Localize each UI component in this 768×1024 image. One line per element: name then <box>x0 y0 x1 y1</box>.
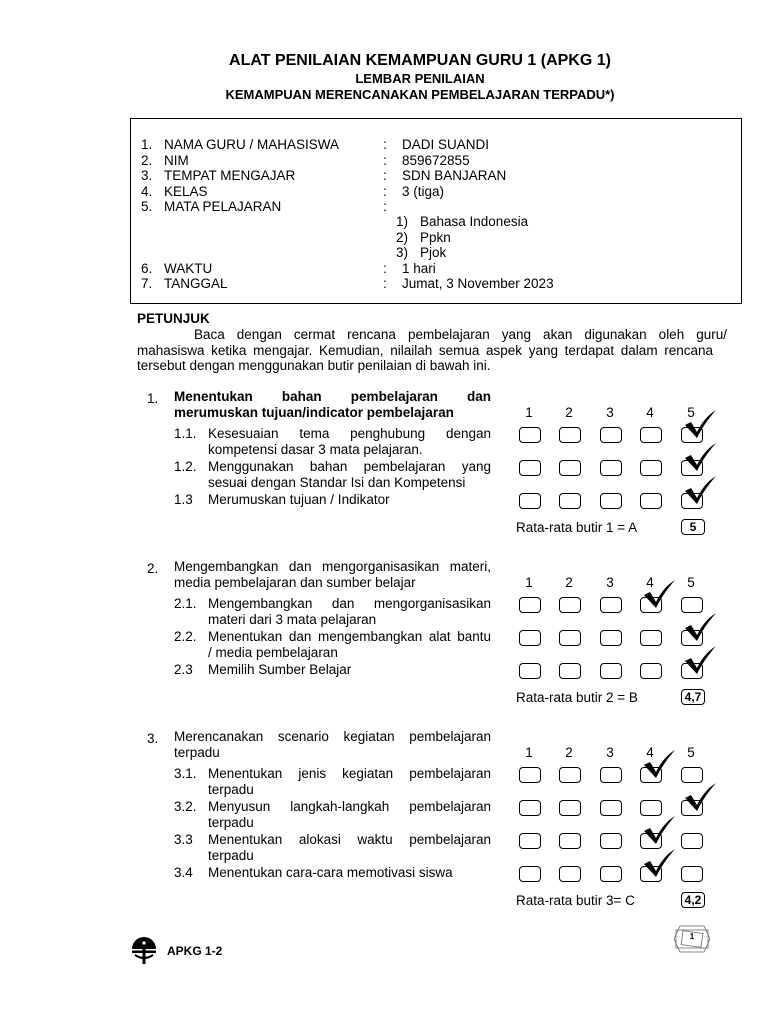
institution-logo-icon <box>130 937 158 965</box>
score-checkbox[interactable] <box>600 800 622 816</box>
instructions-line-3: tersebut dengan menggunakan butir penilaian di bawah ini. <box>137 358 491 373</box>
field-separator: : <box>383 276 387 291</box>
checkmark-icon <box>641 748 677 780</box>
scale-number: 2 <box>565 745 573 760</box>
score-checkbox[interactable] <box>640 427 662 443</box>
scale-number: 1 <box>525 745 533 760</box>
field-number: 5. <box>141 199 153 214</box>
field-separator: : <box>383 184 387 199</box>
section-title: Merencanakan scenario kegiatan pembelajaran <box>174 729 491 744</box>
score-checkbox[interactable] <box>559 493 581 509</box>
average-value: 5 <box>681 519 705 535</box>
field-label: NAMA GURU / MAHASISWA <box>164 137 340 152</box>
score-checkbox[interactable] <box>640 460 662 476</box>
checkmark-icon <box>641 814 677 846</box>
item-number: 2.2. <box>174 629 197 644</box>
item-text: Menentukan alokasi waktu pembelajaran <box>208 832 491 847</box>
field-number: 3. <box>141 168 153 183</box>
scale-number: 3 <box>606 745 614 760</box>
item-number: 2.3 <box>174 662 193 677</box>
item-text: Menggunakan bahan pembelajaran yang <box>208 459 491 474</box>
item-text: Kesesuaian tema penghubung dengan <box>208 426 491 441</box>
item-text: Mengembangkan dan mengorganisasikan <box>208 596 491 611</box>
section-title: Menentukan bahan pembelajaran dan <box>174 389 491 404</box>
field-value: 3 (tiga) <box>402 184 445 199</box>
score-checkbox[interactable] <box>519 493 541 509</box>
field-number: 4. <box>141 184 153 199</box>
scale-number: 4 <box>646 405 654 420</box>
field-number: 6. <box>141 261 153 276</box>
item-text: terpadu <box>208 848 254 863</box>
average-label: Rata-rata butir 2 = B <box>516 690 638 705</box>
field-label: TEMPAT MENGAJAR <box>164 168 296 183</box>
item-text: / media pembelajaran <box>208 645 338 660</box>
subject-number: 2) <box>396 230 409 245</box>
scale-number: 1 <box>525 575 533 590</box>
score-checkbox[interactable] <box>559 663 581 679</box>
scale-number: 5 <box>687 745 695 760</box>
field-separator: : <box>383 261 387 276</box>
field-number: 7. <box>141 276 153 291</box>
field-value: 859672855 <box>402 153 470 168</box>
checkmark-icon <box>682 408 718 440</box>
score-checkbox[interactable] <box>559 833 581 849</box>
score-checkbox[interactable] <box>600 460 622 476</box>
page-subtitle-2: KEMAMPUAN MERENCANAKAN PEMBELAJARAN TERPADU*) <box>225 87 615 102</box>
footer-code: APKG 1-2 <box>167 944 223 958</box>
scale-number: 3 <box>606 575 614 590</box>
field-separator: : <box>383 153 387 168</box>
page-title: ALAT PENILAIAN KEMAMPUAN GURU 1 (APKG 1) <box>229 52 611 69</box>
score-checkbox[interactable] <box>519 767 541 783</box>
section-title: media pembelajaran dan sumber belajar <box>174 575 416 590</box>
subject-name: Ppkn <box>420 230 451 245</box>
score-checkbox[interactable] <box>519 800 541 816</box>
item-number: 1.1. <box>174 426 197 441</box>
field-value: SDN BANJARAN <box>402 168 507 183</box>
scale-number: 2 <box>565 575 573 590</box>
instructions-line-1: Baca dengan cermat rencana pembelajaran yang akan digunakan oleh guru/ <box>194 327 727 342</box>
field-number: 2. <box>141 153 153 168</box>
subject-number: 1) <box>396 214 409 229</box>
item-number: 3.3 <box>174 832 193 847</box>
section-number: 2. <box>147 561 159 576</box>
field-value: Jumat, 3 November 2023 <box>402 276 554 291</box>
score-checkbox[interactable] <box>559 866 581 882</box>
instructions-line-2: mahasiswa ketika mengajar. Kemudian, nilailah semua aspek yang terdapat dalam rencana <box>137 343 713 358</box>
field-label: NIM <box>164 153 189 168</box>
page-number: 1 <box>689 932 695 941</box>
instructions-heading: PETUNJUK <box>137 311 210 326</box>
score-checkbox[interactable] <box>519 460 541 476</box>
item-text: Menentukan jenis kegiatan pembelajaran <box>208 766 491 781</box>
section-title: Mengembangkan dan mengorganisasikan materi, <box>174 559 491 574</box>
score-checkbox[interactable] <box>519 866 541 882</box>
section-number: 1. <box>147 391 159 406</box>
score-checkbox[interactable] <box>640 663 662 679</box>
score-checkbox[interactable] <box>681 866 703 882</box>
score-checkbox[interactable] <box>519 630 541 646</box>
field-separator: : <box>383 199 387 214</box>
average-value: 4,2 <box>681 892 705 908</box>
checkmark-icon <box>682 781 718 813</box>
score-checkbox[interactable] <box>519 597 541 613</box>
score-checkbox[interactable] <box>559 427 581 443</box>
score-checkbox[interactable] <box>600 767 622 783</box>
item-text: Menentukan dan mengembangkan alat bantu <box>208 629 491 644</box>
checkmark-icon <box>641 578 677 610</box>
score-checkbox[interactable] <box>681 833 703 849</box>
score-checkbox[interactable] <box>600 833 622 849</box>
section-title: merumuskan tujuan/indicator pembelajaran <box>174 405 454 420</box>
field-value: 1 hari <box>402 261 436 276</box>
scale-number: 2 <box>565 405 573 420</box>
scale-number: 5 <box>687 575 695 590</box>
score-checkbox[interactable] <box>559 630 581 646</box>
score-checkbox[interactable] <box>559 460 581 476</box>
scale-number: 4 <box>646 575 654 590</box>
scale-number: 1 <box>525 405 533 420</box>
checkmark-icon <box>682 611 718 643</box>
average-value: 4,7 <box>681 689 705 705</box>
score-checkbox[interactable] <box>519 427 541 443</box>
score-checkbox[interactable] <box>519 833 541 849</box>
item-text: Menentukan cara-cara memotivasi siswa <box>208 865 453 880</box>
subject-name: Pjok <box>420 245 447 260</box>
checkmark-icon <box>641 847 677 879</box>
page-subtitle: LEMBAR PENILAIAN <box>355 71 485 86</box>
item-text: terpadu <box>208 815 254 830</box>
score-checkbox[interactable] <box>559 800 581 816</box>
field-label: KELAS <box>164 184 208 199</box>
item-number: 1.2. <box>174 459 197 474</box>
item-number: 1.3 <box>174 492 193 507</box>
checkmark-icon <box>682 474 718 506</box>
section-title: terpadu <box>174 745 220 760</box>
item-text: Memilih Sumber Belajar <box>208 662 352 677</box>
average-label: Rata-rata butir 1 = A <box>516 520 638 535</box>
subject-name: Bahasa Indonesia <box>420 214 529 229</box>
item-text: terpadu <box>208 782 254 797</box>
item-text: sesuai dengan Standar Isi dan Kompetensi <box>208 475 466 490</box>
scale-number: 4 <box>646 745 654 760</box>
scale-number: 5 <box>687 405 695 420</box>
item-text: Merumuskan tujuan / Indikator <box>208 492 390 507</box>
score-checkbox[interactable] <box>600 597 622 613</box>
field-label: TANGGAL <box>164 276 228 291</box>
score-checkbox[interactable] <box>600 427 622 443</box>
score-checkbox[interactable] <box>559 767 581 783</box>
item-number: 3.2. <box>174 799 197 814</box>
field-number: 1. <box>141 137 153 152</box>
score-checkbox[interactable] <box>640 630 662 646</box>
score-checkbox[interactable] <box>559 597 581 613</box>
score-checkbox[interactable] <box>519 663 541 679</box>
item-text: materi dari 3 mata pelajaran <box>208 612 377 627</box>
checkmark-icon <box>682 644 718 676</box>
field-label: WAKTU <box>164 261 213 276</box>
field-separator: : <box>383 168 387 183</box>
field-value: DADI SUANDI <box>402 137 490 152</box>
item-text: kompetensi dasar 3 mata pelajaran. <box>208 442 423 457</box>
checkmark-icon <box>682 441 718 473</box>
item-text: Menyusun langkah-langkah pembelajaran <box>208 799 491 814</box>
section-number: 3. <box>147 731 159 746</box>
score-checkbox[interactable] <box>600 663 622 679</box>
score-checkbox[interactable] <box>600 866 622 882</box>
field-label: MATA PELAJARAN <box>164 199 282 214</box>
item-number: 3.1. <box>174 766 197 781</box>
score-checkbox[interactable] <box>600 493 622 509</box>
score-checkbox[interactable] <box>640 493 662 509</box>
score-checkbox[interactable] <box>600 630 622 646</box>
item-number: 3.4 <box>174 865 193 880</box>
item-number: 2.1. <box>174 596 197 611</box>
average-label: Rata-rata butir 3= C <box>516 893 635 908</box>
scale-number: 3 <box>606 405 614 420</box>
subject-number: 3) <box>396 245 409 260</box>
field-separator: : <box>383 137 387 152</box>
